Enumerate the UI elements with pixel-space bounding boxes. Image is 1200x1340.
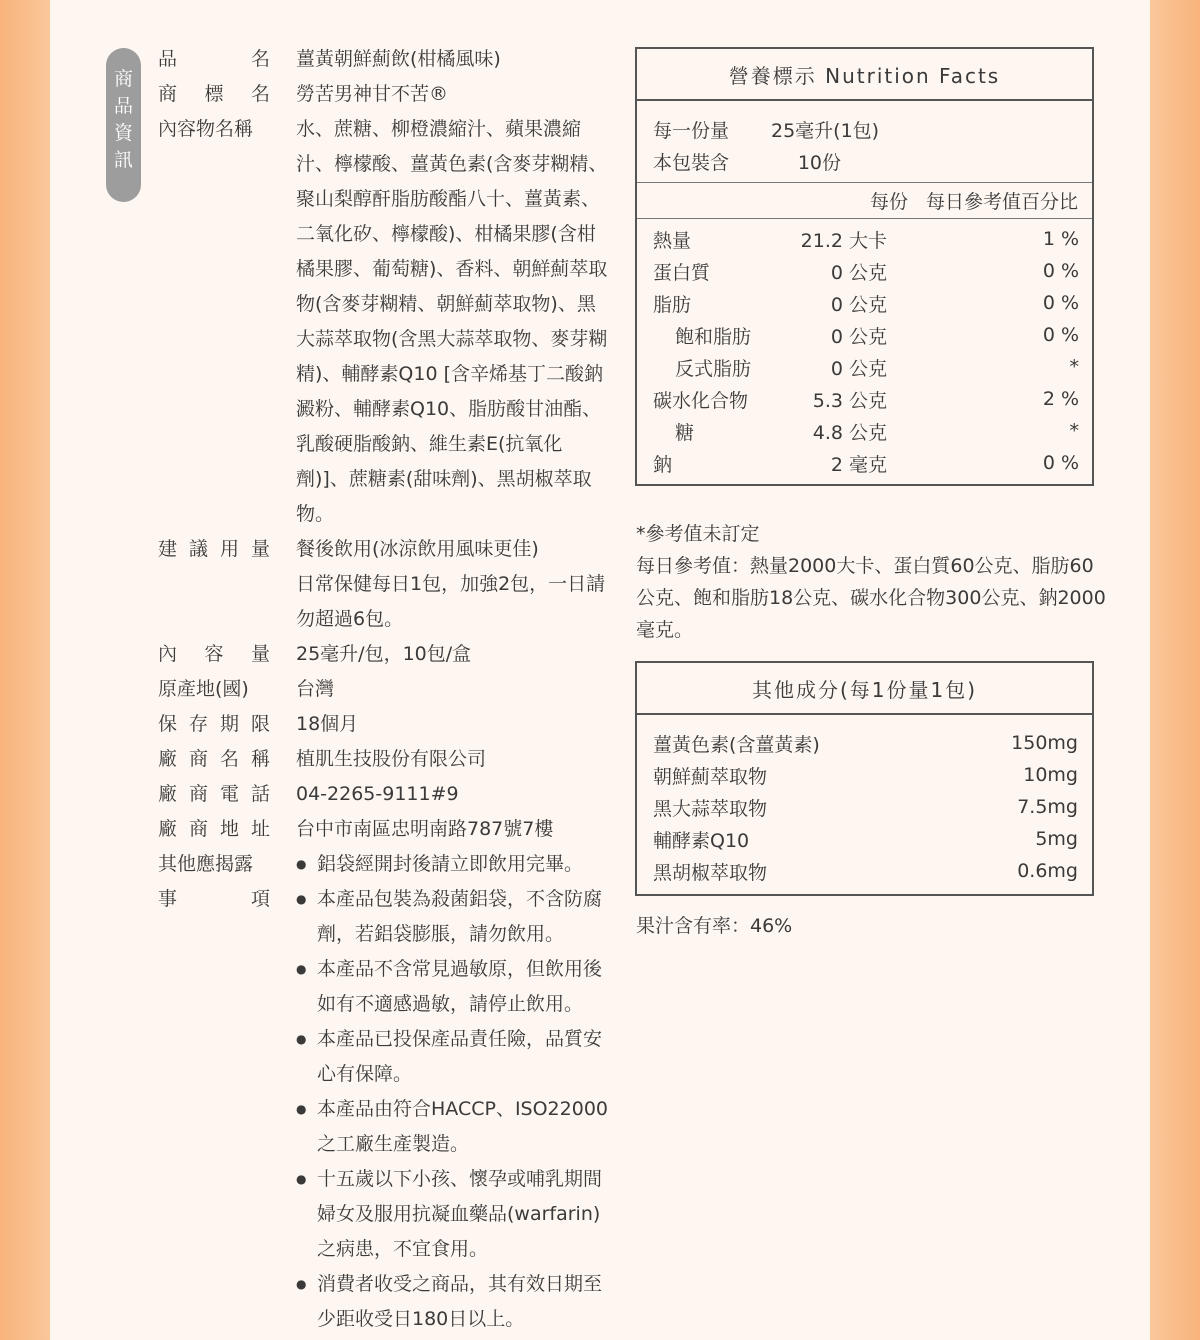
nutrient-name: 反式脂肪 xyxy=(675,357,752,380)
table-row xyxy=(653,855,1078,887)
list-item: ● 本產品已投保產品責任險，品質安心有保障。 xyxy=(296,1022,608,1092)
list-item: ● 消費者收受之商品，其有效日期至少距收受日180日以上。 xyxy=(296,1267,608,1337)
label-phone: 廠 商 電 話 xyxy=(158,783,270,805)
ingredient-amount: 10mg xyxy=(1023,764,1078,786)
product-name: 薑黃朝鮮薊飲(柑橘風味) xyxy=(296,48,501,70)
table-row xyxy=(637,383,1092,415)
tab-char: 商 xyxy=(113,68,133,90)
nutrient-name: 鈉 xyxy=(653,453,673,476)
table-row xyxy=(637,447,1092,479)
table-row xyxy=(637,351,1092,383)
label-ingredients: 內容物名稱 xyxy=(158,118,254,140)
nutrient-name: 碳水化合物 xyxy=(653,389,749,412)
table-row xyxy=(637,319,1092,351)
other-ingredients-title: 其他成分(每1份量1包) xyxy=(637,663,1092,715)
list-item: ● 鋁袋經開封後請立即飲用完畢。 xyxy=(296,847,608,882)
ingredient-name: 黑大蒜萃取物 xyxy=(653,797,768,820)
label-brand: 商 標 名 xyxy=(158,83,270,105)
juice-content: 果汁含有率：46% xyxy=(636,915,793,937)
row-origin xyxy=(158,672,618,707)
maker-text: 植肌生技股份有限公司 xyxy=(296,748,487,770)
label-product-name: 品 名 xyxy=(158,48,270,70)
ingredient-amount: 0.6mg xyxy=(1017,860,1078,882)
nutrient-daily-value: 0 % xyxy=(1042,260,1079,282)
other-ingredients-rows xyxy=(637,715,1092,887)
serving-size-label: 每一份量 xyxy=(653,120,730,142)
label-maker: 廠 商 名 稱 xyxy=(158,748,270,770)
list-item: ● 十五歲以下小孩、懷孕或哺乳期間婦女及服用抗凝血藥品(warfarin)之病患，不宜食用。 xyxy=(296,1162,608,1267)
list-item: ● 本產品包裝為殺菌鋁袋，不含防腐劑，若鋁袋膨脹，請勿飲用。 xyxy=(296,882,608,952)
nutrition-footnote xyxy=(636,518,1106,646)
nutrient-daily-value: 1 % xyxy=(1042,228,1079,250)
row-other-notes xyxy=(158,847,618,1337)
ingredient-name: 朝鮮薊萃取物 xyxy=(653,765,768,788)
nutrient-amount: 4.8 公克 xyxy=(812,421,887,444)
ingredient-name: 黑胡椒萃取物 xyxy=(653,861,768,884)
nutrient-amount: 2 毫克 xyxy=(830,453,887,476)
column-daily-value: 每日參考值百分比 xyxy=(925,191,1078,213)
phone-text: 04-2265-9111#9 xyxy=(296,783,459,805)
other-ingredients-table xyxy=(635,661,1094,896)
table-row xyxy=(637,287,1092,319)
nutrition-rows xyxy=(637,219,1092,479)
nutrient-amount: 0 公克 xyxy=(830,293,887,316)
serving-size: 25毫升(1包) xyxy=(771,120,880,142)
nutrient-daily-value: * xyxy=(1069,356,1079,378)
label-volume: 內 容 量 xyxy=(158,643,270,665)
row-maker xyxy=(158,742,618,777)
tab-char: 資 xyxy=(113,122,133,144)
table-row xyxy=(653,727,1078,759)
table-row xyxy=(653,791,1078,823)
row-shelf-life xyxy=(158,707,618,742)
nutrient-name: 脂肪 xyxy=(653,293,692,316)
usage-text: 餐後飲用(冰涼飲用風味更佳) 日常保健每日1包，加強2包，一日請勿超過6包。 xyxy=(296,538,606,630)
table-row xyxy=(653,823,1078,855)
shelf-life-text: 18個月 xyxy=(296,713,359,735)
row-usage xyxy=(158,532,618,637)
ingredient-amount: 5mg xyxy=(1035,828,1078,850)
ingredient-name: 輔酵素Q10 xyxy=(653,829,750,852)
table-row xyxy=(637,255,1092,287)
nutrient-name: 蛋白質 xyxy=(653,261,711,284)
list-item: ● 本產品不含常見過敏原，但飲用後如有不適感過敏，請停止飲用。 xyxy=(296,952,608,1022)
nutrient-amount: 21.2 大卡 xyxy=(800,229,887,252)
nutrient-amount: 0 公克 xyxy=(830,261,887,284)
nutrient-name: 糖 xyxy=(675,421,695,444)
table-row xyxy=(637,415,1092,447)
label-usage: 建 議 用 量 xyxy=(158,538,270,560)
nutrient-daily-value: 2 % xyxy=(1042,388,1079,410)
row-ingredients xyxy=(158,112,618,532)
label-other-notes: 其他應揭露 事 項 xyxy=(158,853,270,910)
row-phone xyxy=(158,777,618,812)
nutrient-amount: 0 公克 xyxy=(830,357,887,380)
brand-name: 勞苦男神甘不苦® xyxy=(296,83,449,105)
left-border-stripe xyxy=(0,0,50,1340)
section-tab-product-info xyxy=(106,48,141,202)
volume-text: 25毫升/包，10包/盒 xyxy=(296,643,472,665)
nutrition-column-header xyxy=(637,183,1092,219)
nutrient-amount: 0 公克 xyxy=(830,325,887,348)
ingredients-text: 水、蔗糖、柳橙濃縮汁、蘋果濃縮汁、檸檬酸、薑黃色素(含麥芽糊精、聚山梨醇酐脂肪酸酯八十、薑黃素、二氧化矽、檸檬酸)、柑橘果膠(含柑橘果膠、葡萄糖)、香料、朝鮮薊萃取物(含麥芽糊精、朝鮮薊萃取物)、黑大蒜萃取物(含黑大蒜萃取物、麥芽糊精)、輔酵素Q10 [含辛烯基丁二酸鈉澱粉、輔酵素Q10、脂肪酸甘油酯、乳酸硬脂酸鈉、維生素E(抗氧化劑)]、蔗糖素(甜味劑)、黑胡椒萃取物。 xyxy=(296,118,608,525)
footnote-reference: 每日參考值：熱量2000大卡、蛋白質60公克、脂肪60公克、飽和脂肪18公克、碳水化合物300公克、鈉2000毫克。 xyxy=(636,555,1106,641)
table-row xyxy=(653,759,1078,791)
row-brand xyxy=(158,77,618,112)
list-item: ● 本產品由符合HACCP、ISO22000之工廠生產製造。 xyxy=(296,1092,608,1162)
table-row xyxy=(637,223,1092,255)
label-origin: 原產地(國) xyxy=(158,678,249,700)
nutrient-name: 熱量 xyxy=(653,229,692,252)
nutrient-daily-value: * xyxy=(1069,420,1079,442)
origin-text: 台灣 xyxy=(296,678,335,700)
nutrient-daily-value: 0 % xyxy=(1042,292,1079,314)
footnote-star: *參考值未訂定 xyxy=(636,523,760,545)
nutrient-daily-value: 0 % xyxy=(1042,324,1079,346)
product-info-table xyxy=(158,42,618,1337)
ingredient-amount: 150mg xyxy=(1011,732,1078,754)
servings-per-pack: 10份 xyxy=(797,152,841,174)
right-border-stripe xyxy=(1150,0,1200,1340)
address-text: 台中市南區忠明南路787號7樓 xyxy=(296,818,554,840)
column-per-serving: 每份 xyxy=(869,191,908,213)
ingredient-name: 薑黃色素(含薑黃素) xyxy=(653,733,820,756)
label-shelf-life: 保 存 期 限 xyxy=(158,713,270,735)
notes-list xyxy=(296,847,608,1337)
nutrition-title: 營養標示 Nutrition Facts xyxy=(637,49,1092,101)
tab-char: 訊 xyxy=(113,149,133,171)
label-address: 廠 商 地 址 xyxy=(158,818,270,840)
serving-info xyxy=(637,101,1092,183)
nutrient-amount: 5.3 公克 xyxy=(812,389,887,412)
row-volume xyxy=(158,637,618,672)
nutrient-name: 飽和脂肪 xyxy=(675,325,752,348)
tab-char: 品 xyxy=(113,95,133,117)
ingredient-amount: 7.5mg xyxy=(1017,796,1078,818)
servings-per-pack-label: 本包裝含 xyxy=(653,152,730,174)
row-product-name xyxy=(158,42,618,77)
row-address xyxy=(158,812,618,847)
nutrition-facts-table xyxy=(635,47,1094,486)
nutrient-daily-value: 0 % xyxy=(1042,452,1079,474)
